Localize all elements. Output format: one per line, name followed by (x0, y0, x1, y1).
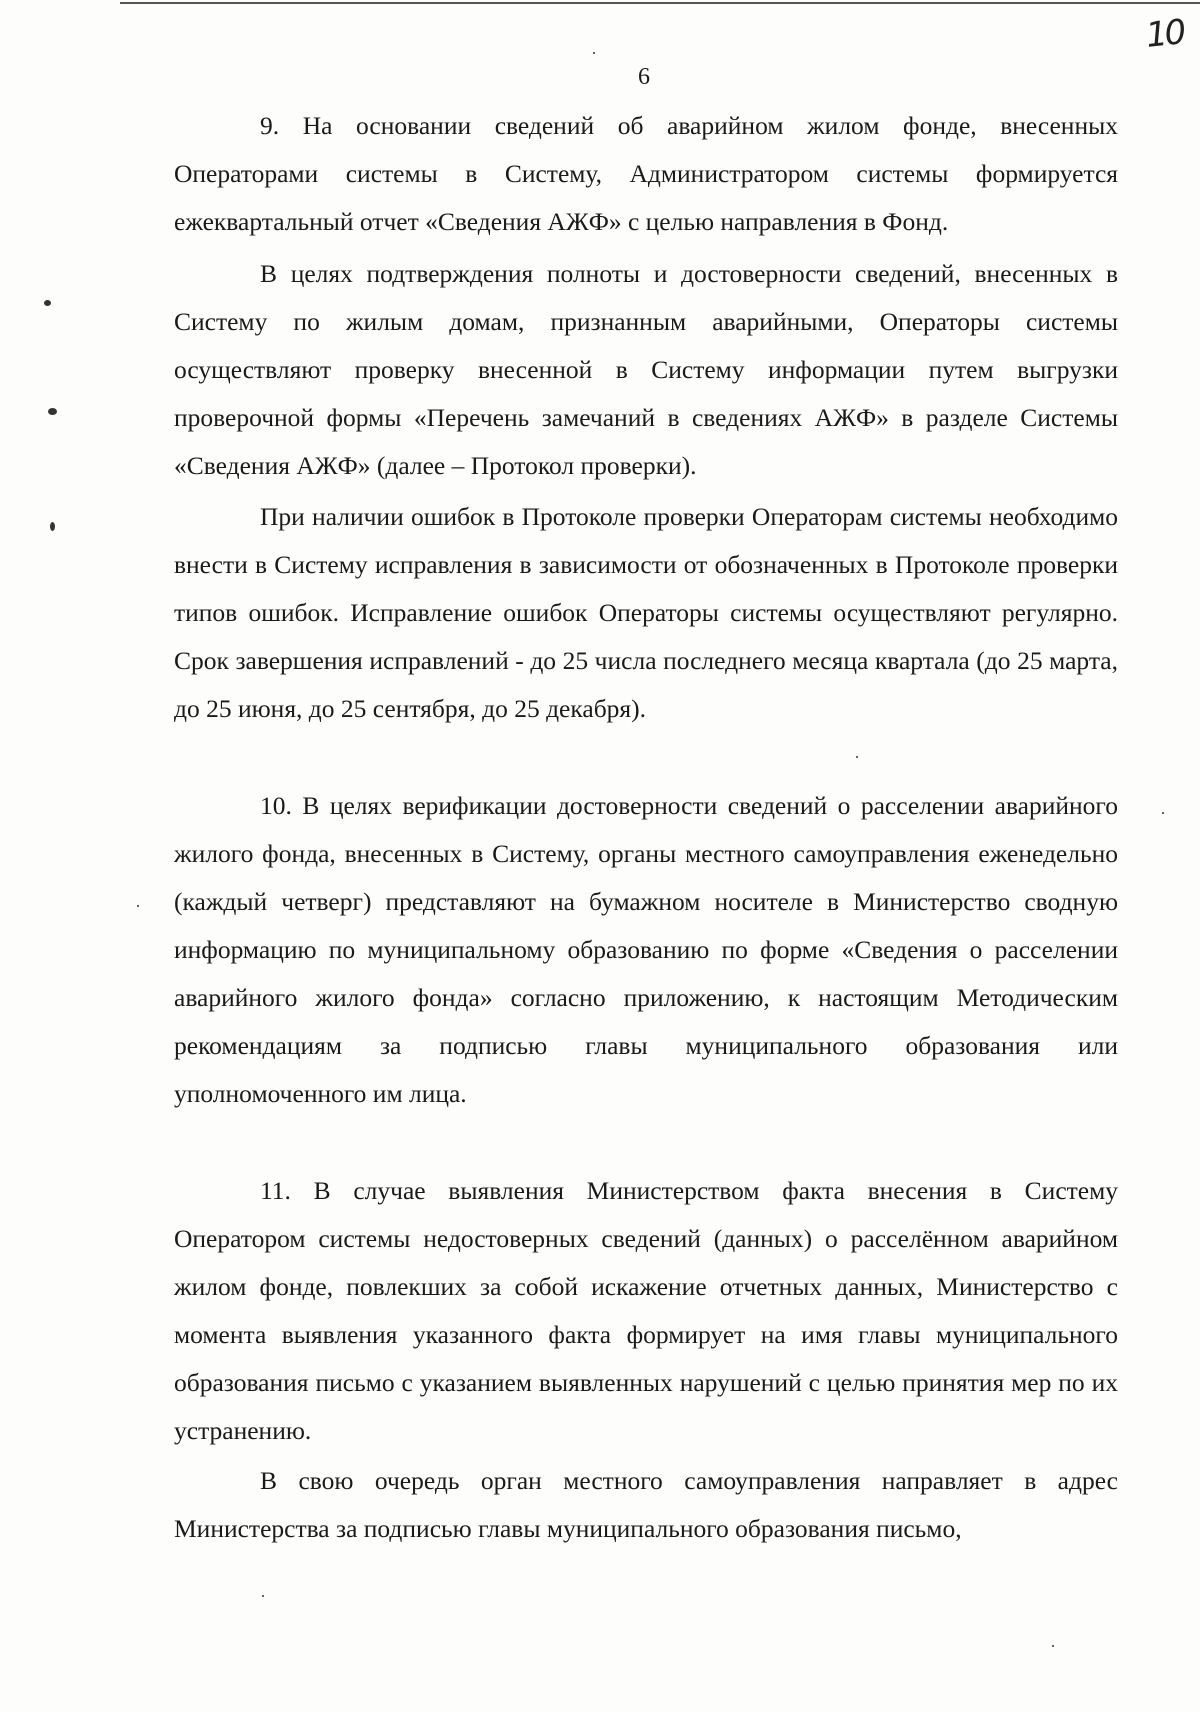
page-number: 6 (638, 64, 650, 90)
top-border-line (120, 2, 1200, 4)
paragraph-11: 11. В случае выявления Министерством факта внесения в Систему Оператором системы недостоверных сведений (данных) о расселённом аварийном жилом фонде, повлекших за собой искажение отчетных данных, Министерство с момента выявления указанного факта формирует на имя главы муниципального образования письмо с указанием выявленных нарушений с целью принятия мер по их устранению. (174, 1176, 1118, 1445)
body-text-block-6 (174, 1457, 1118, 1553)
scan-speck (50, 522, 55, 531)
body-text-block-2 (174, 250, 1118, 490)
scan-speck (44, 300, 51, 306)
body-text-block-1 (174, 102, 1118, 246)
paragraph-9: 9. На основании сведений об аварийном жилом фонде, внесенных Операторами системы в Систему, Администратором системы формируется ежеквартальный отчет «Сведения АЖФ» с целью направления в Фонд. (174, 111, 1118, 236)
scan-speck (593, 52, 595, 54)
scan-speck (137, 905, 139, 907)
paragraph-9-verification: В целях подтверждения полноты и достоверности сведений, внесенных в Систему по жилым домам, признанным аварийными, Операторы системы осуществляют проверку внесенной в Систему информации путем выгрузки проверочной формы «Перечень замечаний в сведениях АЖФ» в разделе Системы «Сведения АЖФ» (далее – Протокол проверки). (174, 259, 1118, 480)
scan-speck (856, 756, 858, 758)
paragraph-11-response: В свою очередь орган местного самоуправления направляет в адрес Министерства за подписью главы муниципального образования письмо, (174, 1466, 1118, 1543)
scan-speck (48, 408, 57, 415)
body-text-block-4 (174, 782, 1118, 1118)
handwritten-sheet-number: 10 (1144, 12, 1186, 56)
paragraph-9-errors: При наличии ошибок в Протоколе проверки Операторам системы необходимо внести в Систему исправления в зависимости от обозначенных в Протоколе проверки типов ошибок. Исправление ошибок Операторы системы осуществляют регулярно. Срок завершения исправлений - до 25 числа последнего месяца квартала (до 25 марта, до 25 июня, до 25 сентября, до 25 декабря). (174, 502, 1118, 723)
scan-speck (1162, 812, 1164, 814)
scan-speck (1052, 1645, 1054, 1647)
body-text-block-3 (174, 493, 1118, 733)
body-text-block-5 (174, 1167, 1118, 1455)
scan-speck (262, 1595, 264, 1597)
paragraph-10: 10. В целях верификации достоверности сведений о расселении аварийного жилого фонда, внесенных в Систему, органы местного самоуправления еженедельно (каждый четверг) представляют на бумажном носителе в Министерство сводную информацию по муниципальному образованию по форме «Сведения о расселении аварийного жилого фонда» согласно приложению, к настоящим Методическим рекомендациям за подписью главы муниципального образования или уполномоченного им лица. (174, 791, 1118, 1108)
